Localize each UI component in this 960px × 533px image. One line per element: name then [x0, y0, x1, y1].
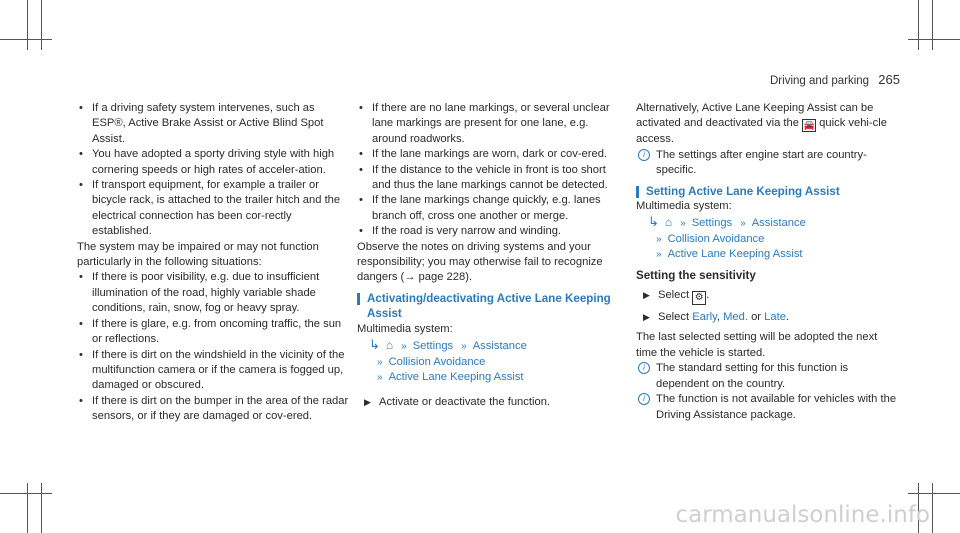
list-item: • If the distance to the vehicle in front is too short and thus the lane markings cannot be detected. [357, 163, 619, 194]
instruction-step: ▶ Select Early, Med. or Late. [636, 310, 898, 325]
crop-mark [27, 483, 28, 533]
instruction-step: ▶ Select ⚙ . [636, 288, 898, 305]
crop-mark [932, 0, 933, 50]
option-late: Late [764, 311, 786, 324]
nav-path [357, 337, 619, 354]
chevron-icon: » [377, 371, 383, 383]
column-1 [77, 101, 349, 425]
watermark: carmanualsonline.info [675, 501, 930, 528]
crop-mark [908, 39, 960, 40]
list-item: • If the road is very narrow and winding. [357, 224, 619, 239]
chevron-icon: » [740, 218, 746, 230]
info-text: The function is not available for vehicles with the Driving Assistance package. [656, 393, 897, 421]
option-early: Early [692, 311, 717, 324]
info-icon: i [638, 362, 650, 374]
gear-icon: ⚙ [692, 291, 706, 305]
subheading: Setting the sensitivity [636, 268, 756, 282]
nav-assistance: Assistance [472, 340, 527, 353]
list-item: • If there are no lane markings, or several unclear lane markings are present for one lane, e.g. around roadworks. [357, 101, 619, 147]
step-text: Select [658, 311, 690, 324]
crop-mark [932, 483, 933, 533]
column-3 [636, 101, 898, 423]
crop-mark [41, 0, 42, 50]
paragraph [636, 101, 898, 148]
nav-path [636, 214, 898, 231]
section-title: Driving and parking [770, 75, 870, 87]
multimedia-label: Multimedia system: [357, 322, 453, 335]
chevron-icon: » [680, 218, 686, 230]
info-icon: i [638, 393, 650, 405]
chevron-icon: » [656, 233, 662, 245]
section-heading: Setting Active Lane Keeping Assist [636, 184, 898, 199]
nav-path [357, 370, 619, 385]
chevron-icon: » [401, 341, 407, 353]
list-item: • If there is dirt on the windshield in the vicinity of the multifunction camera or if the camera is fogged up, damaged or obscured. [77, 348, 349, 394]
home-icon: ⌂ [664, 215, 673, 230]
info-text: The settings after engine start are country-specific. [656, 148, 867, 177]
nav-collision-avoidance: Collision Avoidance [667, 232, 765, 245]
paragraph: The system may be impaired or may not function particularly in the following situations: [77, 240, 319, 269]
option-med: Med. [723, 311, 748, 324]
step-text-or: or [751, 311, 762, 324]
crop-mark [41, 483, 42, 533]
info-text: The standard setting for this function is dependent on the country. [656, 362, 849, 390]
crop-mark [918, 0, 919, 50]
chevron-icon: » [461, 341, 467, 353]
paragraph-text: Alternatively, Active Lane Keeping Assist can be activated and deactivated via the [636, 102, 874, 130]
info-note [636, 361, 898, 392]
turn-arrow-icon: ↳ [648, 214, 659, 230]
list-item: • If there is glare, e.g. from oncoming traffic, the sun or reflections. [77, 317, 349, 348]
crop-mark [908, 493, 960, 494]
nav-settings: Settings [412, 340, 454, 353]
info-note [636, 148, 898, 179]
page-header [770, 72, 900, 89]
nav-active-lane-keeping: Active Lane Keeping Assist [388, 370, 524, 383]
step-text: Select [658, 289, 690, 302]
nav-assistance: Assistance [751, 217, 806, 230]
list-item: • If the lane markings are worn, dark or cov-ered. [357, 147, 619, 162]
nav-path [636, 232, 898, 247]
page-number: 265 [878, 72, 900, 87]
paragraph: Observe the notes on driving systems and your responsibility; you may otherwise fail to recognize dangers (→ page 228). [357, 240, 603, 284]
list-item: • If the lane markings change quickly, e.g. lanes branch off, cross one another or merge. [357, 193, 619, 224]
chevron-icon: » [377, 356, 383, 368]
list-item: • If a driving safety system intervenes, such as ESP®, Active Brake Assist or Active Blind Spot Assist. [77, 101, 349, 147]
car-icon: 🚘 [803, 120, 815, 131]
paragraph: The last selected setting will be adopted the next time the vehicle is started. [636, 331, 878, 359]
turn-arrow-icon: ↳ [369, 337, 380, 353]
crop-mark [0, 493, 52, 494]
multimedia-label: Multimedia system: [636, 200, 732, 213]
info-note [636, 392, 898, 423]
nav-path [357, 355, 619, 370]
list-item: • You have adopted a sporty driving style with high cornering speeds or high rates of acceler-ation. [77, 147, 349, 178]
crop-mark [27, 0, 28, 50]
nav-active-lane-keeping: Active Lane Keeping Assist [667, 248, 803, 261]
section-heading: Activating/deactivating Active Lane Keeping Assist [357, 291, 619, 322]
column-2 [357, 101, 619, 411]
crop-mark [0, 39, 52, 40]
paragraph-text-end: quick vehi-cle access. [636, 117, 887, 146]
info-icon: i [638, 149, 650, 161]
list-item: • If there is dirt on the bumper in the area of the radar sensors, or if they are damaged or cov-ered. [77, 394, 349, 425]
list-item: • If there is poor visibility, e.g. due to insufficient illumination of the road, highly variable shade conditions, rain, snow, fog or heavy spray. [77, 270, 349, 316]
list-item: • If transport equipment, for example a trailer or bicycle rack, is attached to the trailer hitch and the electrical connection has been cor-rectly established. [77, 178, 349, 240]
chevron-icon: » [656, 249, 662, 261]
instruction-step: ▶ Activate or deactivate the function. [357, 395, 619, 410]
nav-path [636, 247, 898, 262]
home-icon: ⌂ [385, 338, 394, 353]
nav-settings: Settings [691, 217, 733, 230]
nav-collision-avoidance: Collision Avoidance [388, 355, 486, 368]
